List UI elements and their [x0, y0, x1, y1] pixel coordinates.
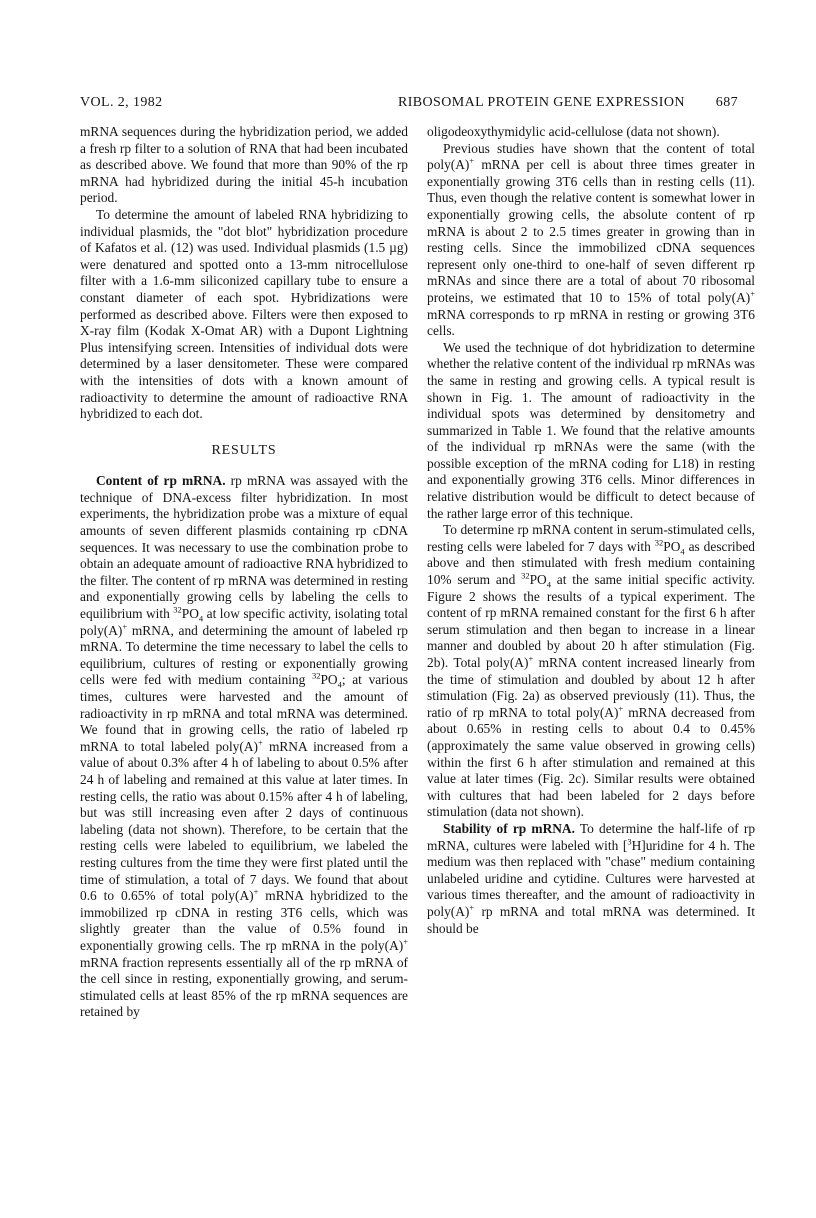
running-header	[80, 95, 738, 117]
text-span: Previous studies have shown that the content of total poly(A)	[427, 140, 755, 173]
superscript: 3	[627, 836, 632, 847]
superscript: 32	[173, 604, 182, 615]
text-span: PO	[181, 606, 199, 622]
text-span: rp mRNA and total mRNA was determined. It should be	[427, 903, 755, 936]
text-span: mRNA content increased linearly from the time of stimulation and doubled by about 12 h after stimulation (Fig. 2a) as observed previously (11). Thus, the ratio of rp mRNA to total poly(A)	[427, 655, 755, 720]
text-span: mRNA hybridized to the immobilized rp cDNA in resting 3T6 cells, which was slightly greater than the value of 0.5% found in exponentially growing cells. The rp mRNA in the poly(A)	[80, 888, 408, 953]
text-span: mRNA per cell is about three times greater in exponentially growing 3T6 cells than in resting cells (11). Thus, even though the relative content is somewhat lower in exponentially growing cells, the absolute content of rp mRNA is about 2 to 2.5 times greater in growing than in resting cells. Since the immobilized cDNA sequences represent only one-third to one-half of seven different rp mRNAs and since there are a total of about 70 ribosomal proteins, we estimated that 10 to 15% of total poly(A)	[427, 157, 755, 305]
superscript: +	[257, 737, 263, 748]
stability-runin-heading: Stability of rp mRNA.	[443, 820, 575, 836]
right-column	[427, 124, 755, 937]
superscript: +	[403, 936, 408, 947]
text-span: To determine rp mRNA content in serum-stimulated cells, resting cells were labeled for 7 days with	[427, 522, 755, 554]
dot-hybridization-paragraph: We used the technique of dot hybridization to determine whether the relative content of the individual rp mRNAs was the same in resting and growing cells. A typical result is shown in Fig. 1. The amount of radioactivity in the individual spots was determined by densitometry and summarized in Table 1. We found that the relative amounts of the individual rp mRNAs were the same (with the possible exception of the mRNA coding for L18) in resting and exponentially growing 3T6 cells. Minor differences in relative distribution would be difficult to detect because of the rather large error of this technique.	[427, 339, 755, 521]
subscript: 4	[198, 613, 204, 624]
text-span: PO	[529, 572, 547, 588]
methods-paragraph-1: mRNA sequences during the hybridization period, we added a fresh rp filter to a solution of RNA that had been incubated as described above. We found that more than 90% of the rp mRNA had hybridized during the initial 45-h incubation period.	[80, 124, 408, 206]
methods-paragraph-2: To determine the amount of labeled RNA hybridizing to individual plasmids, the "dot blot" hybridization procedure of Kafatos et al. (12) was used. Individual plasmids (1.5 µg) were denatured and spotted onto a 13-mm nitrocellulose filter with a 1.6-mm siliconized capillary tube to ensure a constant diameter of each spot. Hybridizations were performed as described above. Filters were then exposed to X-ray film (Kodak X-Omat AR) with a Dupont Lightning Plus intensifying screen. Intensities of individual dots were determined by a laser densitometer. These were compared with the intensities of dots with a known amount of radioactivity to determine the amount of radioactive RNA hybridized to each dot.	[80, 206, 408, 422]
journal-volume: VOL. 2, 1982	[80, 95, 163, 110]
page-number: 687	[715, 95, 738, 110]
left-column	[80, 124, 408, 1021]
continuation-paragraph: oligodeoxythymidylic acid-cellulose (data not shown).	[427, 124, 720, 139]
superscript: +	[528, 653, 534, 664]
text-span: at low specific activity, isolating total poly(A)	[80, 606, 409, 638]
running-title: RIBOSOMAL PROTEIN GENE EXPRESSION	[398, 95, 685, 110]
subscript: 4	[337, 680, 342, 691]
superscript: 32	[521, 570, 530, 581]
text-span: at the same initial specific activity. Figure 2 shows the results of a typical experiment. The content of rp mRNA remained constant for the first 6 h after serum stimulation and then began to increase in a linear manner and doubled by about 20 h after stimulation (Fig. 2b). Total poly(A)	[427, 572, 755, 670]
subscript: 4	[546, 579, 551, 590]
serum-stimulation-paragraph	[427, 522, 755, 821]
text-span: mRNA fraction represents essentially all of the rp mRNA of the cell since in resting, exponentially growing, and serum-stimulated cells at least 85% of the rp mRNA sequences are retained by	[80, 954, 408, 1020]
superscript: +	[750, 288, 755, 299]
text-span: mRNA corresponds to rp mRNA in resting or growing 3T6 cells.	[427, 306, 755, 339]
text-span: ; at various times, cultures were harvested and the amount of radioactivity in rp mRNA and total mRNA was determined. We found that in growing cells, the ratio of labeled rp mRNA to total labeled poly(A)	[80, 672, 408, 754]
text-span: rp mRNA was assayed with the technique of DNA-excess filter hybridization. In most experiments, the hybridization probe was a mixture of equal amounts of seven different plasmids containing rp cDNA sequences. It was necessary to use the combination probe to obtain an adequate amount of radioactive RNA hybridized to the filter. The content of rp mRNA was determined in resting and exponentially growing cells by labeling the cells to equilibrium with	[80, 473, 408, 622]
superscript: +	[253, 886, 259, 897]
superscript: +	[469, 155, 475, 166]
subscript: 4	[680, 546, 685, 557]
superscript: +	[469, 902, 475, 913]
text-span: H]uridine for 4 h. The medium was then replaced with "chase" medium containing unlabeled uridine and cytidine. Cultures were harvested at various times thereafter, and the amount of radioactivity in poly(A)	[427, 837, 755, 919]
text-span: mRNA decreased from about 0.65% in resting cells to about 0.4 to 0.45% (approximately the same value observed in growing cells) within the first 6 h after stimulation and remained at this value at later times (Fig. 2c). Similar results were obtained with cultures that had been labeled for 2 days before stimulation (data not shown).	[427, 704, 755, 820]
results-heading: RESULTS	[211, 442, 277, 458]
text-span: PO	[663, 538, 681, 554]
content-paragraph	[80, 473, 408, 1021]
text-span: mRNA, and determining the amount of labeled rp mRNA. To determine the time necessary to label the cells to equilibrium, cultures of resting or exponentially growing cells were fed with medium containing	[80, 622, 408, 688]
methods-small-text	[80, 124, 408, 423]
text-span: as described above and then stimulated with fresh medium containing 10% serum and	[427, 538, 755, 588]
stability-paragraph	[427, 821, 755, 937]
text-span: PO	[320, 672, 338, 688]
text-span: To determine the half-life of rp mRNA, cultures were labeled with [	[427, 820, 756, 853]
superscript: +	[122, 621, 128, 632]
content-runin-heading: Content of rp mRNA.	[96, 473, 226, 489]
superscript: 32	[311, 670, 321, 681]
superscript: 32	[654, 537, 664, 548]
superscript: +	[618, 703, 624, 714]
text-span: mRNA increased from a value of about 0.3% after 4 h of labeling to about 0.5% after 24 h of labeling and remained at this value at later times. In resting cells, the ratio was about 0.15% after 4 h of labeling, but was still increasing even after 2 days of continuous labeling (data not shown). Therefore, to be certain that the resting cells were labeled to equilibrium, we labeled the resting cultures from the time they were first plated until the time of stimulation, a total of 7 days. We found that about 0.6 to 0.65% of total poly(A)	[80, 738, 408, 904]
previous-studies-paragraph	[427, 141, 755, 340]
